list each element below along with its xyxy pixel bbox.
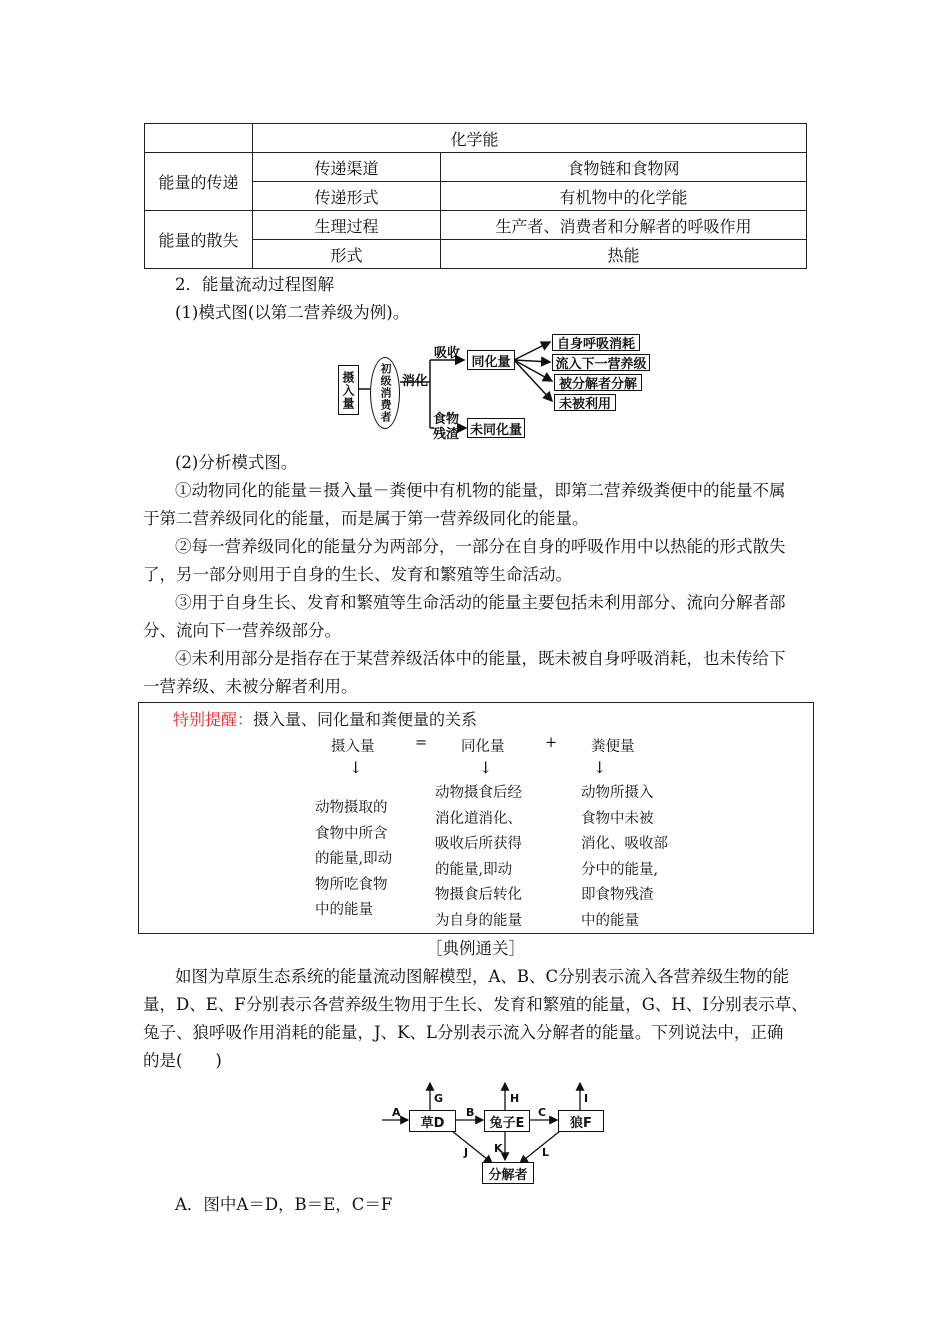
table-cell xyxy=(145,124,253,153)
plus-sign: + xyxy=(545,735,558,751)
food-residue-label: 食物残渣 xyxy=(433,412,460,442)
label-i: I xyxy=(584,1092,589,1105)
table-cell: 热能 xyxy=(441,240,807,269)
energy-table xyxy=(144,123,807,269)
grass-box: 草D xyxy=(409,1110,456,1132)
question-line: 的是( ) xyxy=(143,1051,222,1070)
energy-flow-model-figure xyxy=(330,332,660,444)
label-j: J xyxy=(464,1146,469,1159)
question-line: 量，D、E、F分别表示各营养级生物用于生长、发育和繁殖的能量，G、H、I分别表示草、 xyxy=(143,995,808,1014)
output-next-level-box: 流入下一营养级 xyxy=(552,354,650,371)
table-cell: 生产者、消费者和分解者的呼吸作用 xyxy=(441,211,807,240)
feces-heading: 粪便量 xyxy=(591,739,635,755)
example-title: ［典例通关］ xyxy=(426,939,525,958)
option-a: A．图中A＝D，B＝E，C＝F xyxy=(175,1195,393,1214)
text-line: 的能量,即动 xyxy=(435,861,513,878)
rabbit-box: 兔子E xyxy=(484,1110,530,1132)
label-c: C xyxy=(538,1106,547,1119)
text-line: 为自身的能量 xyxy=(435,912,522,929)
output-decomposer-box: 被分解者分解 xyxy=(554,374,642,391)
assimilation-description xyxy=(435,781,555,934)
paragraph-line: 分、流向下一营养级部分。 xyxy=(143,621,341,640)
wolf-box: 狼F xyxy=(558,1110,604,1132)
table-cell: 传递渠道 xyxy=(253,153,441,182)
table-cell: 生理过程 xyxy=(253,211,441,240)
question-line: 如图为草原生态系统的能量流动图解模型，A、B、C分别表示流入各营养级生物的能 xyxy=(175,967,790,986)
text-line: 物所吃食物 xyxy=(315,876,388,893)
label-b: B xyxy=(466,1106,475,1119)
text-line: 分中的能量, xyxy=(581,861,659,878)
text-line: 消化道消化、 xyxy=(435,810,522,827)
text-line: 即食物残渣 xyxy=(581,887,654,903)
decomposer-box: 分解者 xyxy=(482,1162,534,1184)
reminder-title xyxy=(173,707,477,730)
assimilated-box: 同化量 xyxy=(467,350,515,370)
table-cell: 化学能 xyxy=(441,124,807,153)
intake-description xyxy=(315,796,425,924)
equals-sign: = xyxy=(415,735,428,751)
paragraph-line: ②每一营养级同化的能量分为两部分，一部分在自身的呼吸作用中以热能的形式散失 xyxy=(175,537,786,556)
text-line: 动物摄食后经 xyxy=(435,785,522,801)
paragraph-line: 一营养级、未被分解者利用。 xyxy=(143,677,358,696)
row-header-transfer: 能量的传递 xyxy=(145,153,253,211)
text-line: 消化、吸收部 xyxy=(581,836,668,852)
feces-description xyxy=(581,781,691,934)
reminder-label: 特别提醒： xyxy=(173,710,254,729)
text-line: 吸收后所获得 xyxy=(435,836,522,852)
label-k: K xyxy=(494,1142,503,1155)
paragraph-line: 了，另一部分则用于自身的生长、发育和繁殖等生命活动。 xyxy=(143,565,572,584)
output-unused-box: 未被利用 xyxy=(554,394,616,411)
text-line: 中的能量 xyxy=(581,912,639,929)
output-respiration-box: 自身呼吸消耗 xyxy=(552,334,640,351)
unassimilated-box: 未同化量 xyxy=(467,418,525,438)
intake-heading: 摄入量 xyxy=(331,739,375,755)
special-reminder-box xyxy=(138,702,814,934)
intake-box: 摄入量 xyxy=(338,365,359,415)
text-line: 中的能量 xyxy=(315,902,373,918)
paragraph-line: ④未利用部分是指存在于某营养级活体中的能量，既未被自身呼吸消耗，也未传给下 xyxy=(175,649,786,668)
paragraph-line: ①动物同化的能量＝摄入量－粪便中有机物的能量，即第二营养级粪便中的能量不属 xyxy=(175,481,786,500)
question-line: 兔子、狼呼吸作用消耗的能量，J、K、L分别表示流入分解者的能量。下列说法中，正确 xyxy=(143,1023,784,1042)
label-l: L xyxy=(542,1146,550,1159)
analysis-caption: (2)分析模式图。 xyxy=(175,453,298,472)
row-header-loss: 能量的散失 xyxy=(145,211,253,269)
section-title: 2．能量流动过程图解 xyxy=(175,275,334,294)
text-line: 的能量,即动 xyxy=(315,851,393,867)
paragraph-line: 于第二营养级同化的能量，而是属于第一营养级同化的能量。 xyxy=(143,509,589,528)
table-cell: 形式 xyxy=(253,240,441,269)
grassland-energy-figure xyxy=(380,1078,610,1188)
table-cell: 有机物中的化学能 xyxy=(441,182,807,211)
consumer-ellipse: 初级消费者 xyxy=(370,357,400,429)
down-arrow-icon: ↓ xyxy=(349,758,363,777)
reminder-heading: 摄入量、同化量和粪便量的关系 xyxy=(253,710,478,729)
text-line: 食物中未被 xyxy=(581,810,654,827)
paragraph-line: ③用于自身生长、发育和繁殖等生命活动的能量主要包括未利用部分、流向分解者部 xyxy=(175,593,786,612)
text-line: 食物中所含 xyxy=(315,825,388,842)
down-arrow-icon: ↓ xyxy=(479,758,493,777)
absorb-label: 吸收 xyxy=(434,346,461,361)
label-g: G xyxy=(434,1092,444,1105)
label-a: A xyxy=(392,1106,401,1119)
text-line: 物摄食后转化 xyxy=(435,887,522,903)
model-caption: (1)模式图(以第二营养级为例)。 xyxy=(175,303,410,322)
table-cell: 传递形式 xyxy=(253,182,441,211)
table-cell xyxy=(253,124,441,153)
text-line: 动物摄取的 xyxy=(315,800,388,816)
down-arrow-icon: ↓ xyxy=(593,758,607,777)
text-line: 动物所摄入 xyxy=(581,785,654,801)
digest-label: 消化 xyxy=(402,374,429,389)
label-h: H xyxy=(510,1092,520,1105)
assimilation-heading: 同化量 xyxy=(461,739,505,755)
table-cell: 食物链和食物网 xyxy=(441,153,807,182)
